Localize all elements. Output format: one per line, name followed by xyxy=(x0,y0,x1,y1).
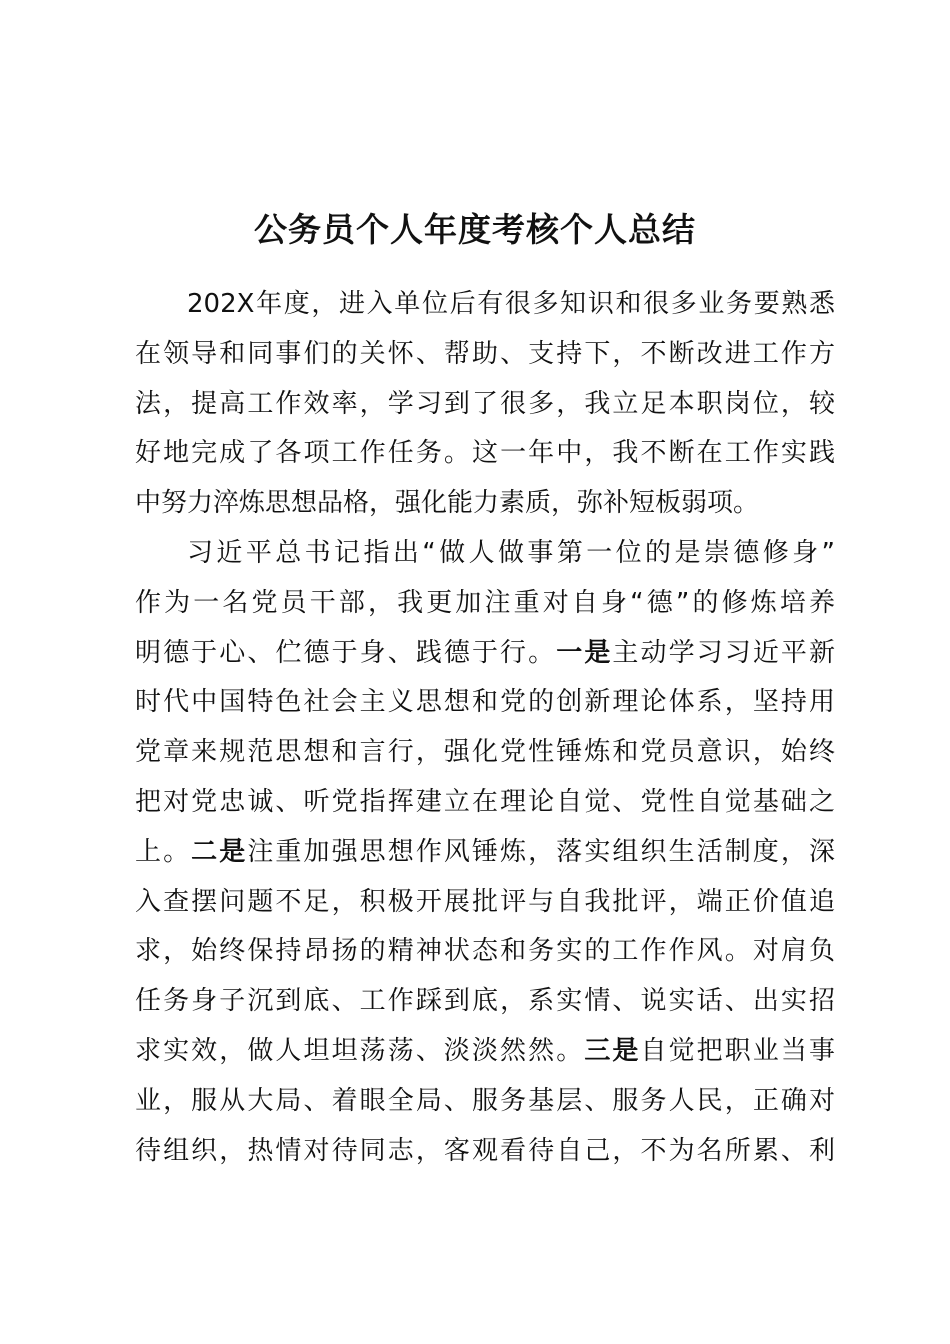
body-text-segment: 作为一名党员干部，我更加注重对自身“德”的修炼培养 xyxy=(135,587,835,618)
document-title: 公务员个人年度考核个人总结 xyxy=(254,210,696,249)
body-text-segment: 202X年度，进入单位后有很多知识和很多业务要熟悉 xyxy=(187,289,835,319)
body-text-segment: 求实效，做人坦坦荡荡、淡淡然然。 xyxy=(135,1035,585,1066)
bold-lead-text: 三是 xyxy=(584,1035,641,1066)
body-line xyxy=(135,878,835,928)
body-line xyxy=(135,977,835,1027)
body-text-segment: 注重加强思想作风锤炼，落实组织生活制度，深 xyxy=(247,836,835,867)
body-text-segment: 自觉把职业当事 xyxy=(640,1035,835,1066)
body-line xyxy=(135,479,835,529)
body-text-segment: 任务身子沉到底、工作踩到底，系实情、说实话、出实招 xyxy=(135,986,835,1017)
body-line xyxy=(135,529,835,579)
body-text-segment: 主动学习习近平新 xyxy=(612,637,835,668)
body-line xyxy=(135,828,835,878)
body-text-segment: 把对党忠诚、听党指挥建立在理论自觉、党性自觉基础之 xyxy=(135,786,835,817)
body-text-segment: 入查摆问题不足，积极开展批评与自我批评，端正价值追 xyxy=(135,886,835,917)
body-line xyxy=(135,778,835,828)
body-text-segment: 在领导和同事们的关怀、帮助、支持下，不断改进工作方 xyxy=(135,338,835,369)
body-text-segment: 习近平总书记指出“做人做事第一位的是崇德修身” xyxy=(187,537,835,568)
body-line xyxy=(135,1127,835,1177)
body-line xyxy=(135,629,835,679)
body-line xyxy=(135,579,835,629)
body-text-segment: 法，提高工作效率，学习到了很多，我立足本职岗位，较 xyxy=(135,388,835,419)
bold-lead-text: 一是 xyxy=(556,637,613,668)
body-text-segment: 中努力淬炼思想品格，强化能力素质，弥补短板弱项。 xyxy=(135,488,760,519)
body-line xyxy=(135,380,835,430)
bold-lead-text: 二是 xyxy=(191,836,248,867)
body-line xyxy=(135,280,835,330)
body-text-segment: 上。 xyxy=(135,836,192,867)
body-line xyxy=(135,330,835,380)
body-text-segment: 业，服从大局、着眼全局、服务基层、服务人民，正确对 xyxy=(135,1085,835,1116)
body-line xyxy=(135,1077,835,1127)
body-line xyxy=(135,429,835,479)
body-line xyxy=(135,678,835,728)
body-text-segment: 明德于心、伫德于身、践德于行。 xyxy=(135,637,557,668)
body-text-segment: 待组织，热情对待同志，客观看待自己，不为名所累、利 xyxy=(135,1135,835,1166)
body-line xyxy=(135,1027,835,1077)
body-text-segment: 时代中国特色社会主义思想和党的创新理论体系，坚持用 xyxy=(135,687,835,718)
body-text-segment: 好地完成了各项工作任务。这一年中，我不断在工作实践 xyxy=(135,438,835,469)
body-line xyxy=(135,927,835,977)
body-text-segment: 党章来规范思想和言行，强化党性锤炼和党员意识，始终 xyxy=(135,737,835,768)
body-line xyxy=(135,728,835,778)
body-text-segment: 求，始终保持昂扬的精神状态和务实的工作作风。对肩负 xyxy=(135,936,835,967)
document-body xyxy=(135,280,835,1176)
